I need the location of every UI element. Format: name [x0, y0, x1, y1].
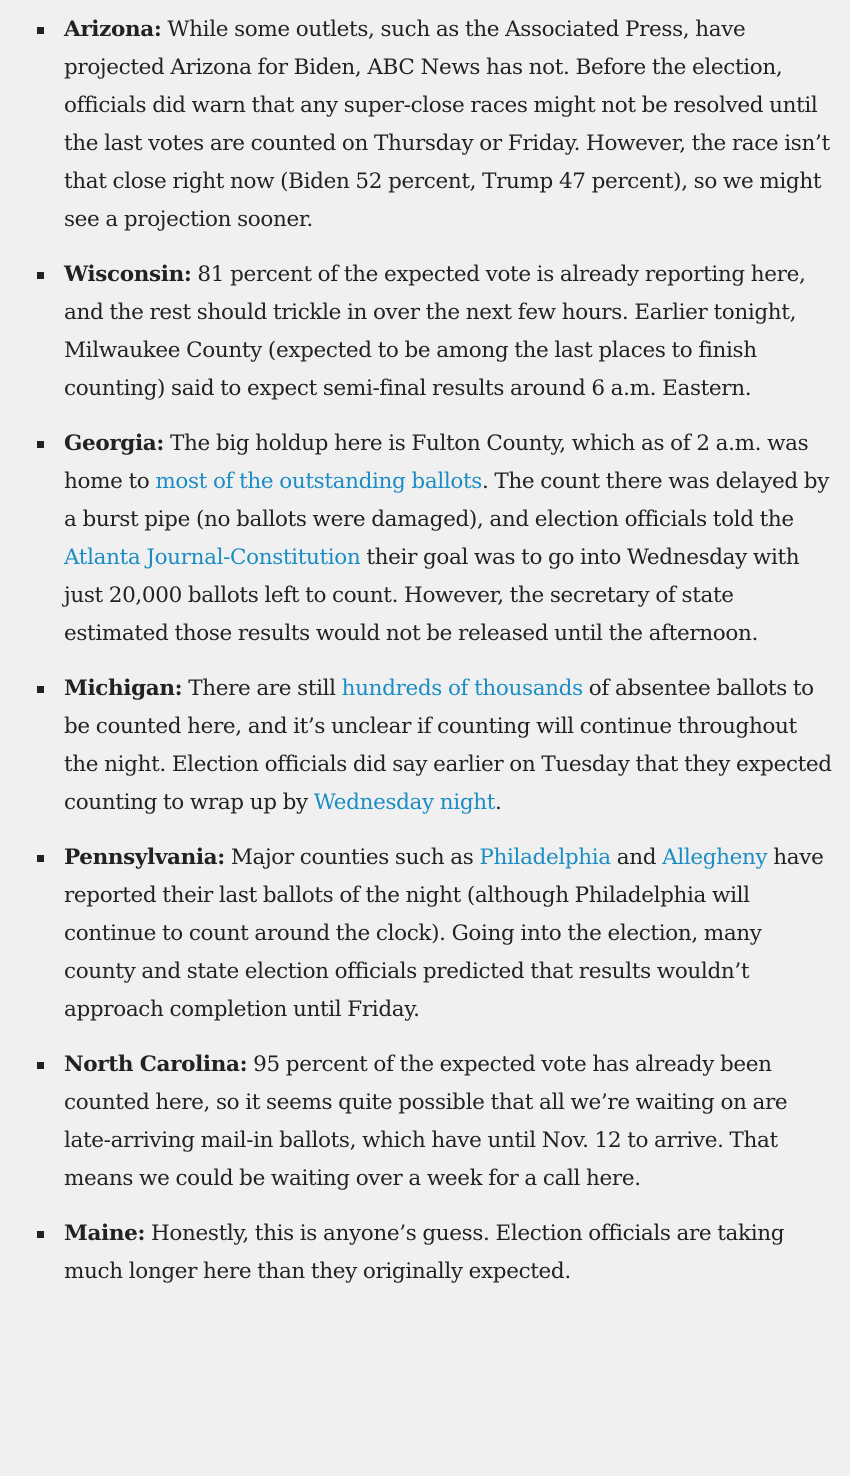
state-name-wisconsin: Wisconsin:	[64, 262, 192, 287]
link-wednesday-night[interactable]: Wednesday night	[313, 790, 496, 815]
item-text: have reported their last ballots of the night (although Philadelphia will continue to count around the clock). Going into the election, many county and state election officials predicted that results wouldn’t approach completion until Friday.	[64, 845, 824, 1022]
state-status-list	[64, 11, 836, 1291]
state-name-north-carolina: North Carolina:	[64, 1052, 248, 1077]
list-item-maine	[64, 1215, 836, 1291]
bullet-icon	[37, 686, 44, 693]
list-item-wisconsin	[64, 256, 836, 408]
item-text: The big holdup here is Fulton County, which as of 2 a.m. was home to	[64, 431, 809, 494]
bullet-icon	[37, 855, 44, 862]
item-text: 95 percent of the expected vote has already been counted here, so it seems quite possible that all we’re waiting on are late-arriving mail-in ballots, which have until Nov. 12 to arrive. That means we could be waiting over a week for a call here.	[64, 1052, 788, 1191]
item-text: .	[495, 790, 502, 815]
state-name-arizona: Arizona:	[64, 17, 162, 42]
item-text: of absentee ballots to be counted here, and it’s unclear if counting will continue throughout the night. Election officials did say earlier on Tuesday that they expected counting to wrap up by	[64, 676, 832, 815]
bullet-icon	[37, 27, 44, 34]
bullet-icon	[37, 1062, 44, 1069]
list-item-north-carolina	[64, 1046, 836, 1198]
list-item-arizona	[64, 11, 836, 239]
link-philadelphia[interactable]: Philadelphia	[479, 845, 611, 870]
list-item-michigan	[64, 670, 836, 822]
state-name-georgia: Georgia:	[64, 431, 164, 456]
link-atlanta-journal-constitution[interactable]: Atlanta Journal-Constitution	[64, 545, 361, 570]
state-name-pennsylvania: Pennsylvania:	[64, 845, 225, 870]
item-text: Honestly, this is anyone’s guess. Election officials are taking much longer here than they originally expected.	[64, 1221, 785, 1284]
item-text: There are still	[182, 676, 342, 701]
item-text: . The count there was delayed by a burst pipe (no ballots were damaged), and election officials told the	[64, 469, 829, 532]
item-text: 81 percent of the expected vote is already reporting here, and the rest should trickle in over the next few hours. Earlier tonight, Milwaukee County (expected to be among the last places to finish counting) said to expect semi-final results around 6 a.m. Eastern.	[64, 262, 806, 401]
item-text: their goal was to go into Wednesday with just 20,000 ballots left to count. However, the secretary of state estimated those results would not be released until the afternoon.	[64, 545, 800, 646]
bullet-icon	[37, 441, 44, 448]
bullet-icon	[37, 1231, 44, 1238]
state-name-michigan: Michigan:	[64, 676, 183, 701]
link-allegheny[interactable]: Allegheny	[662, 845, 768, 870]
item-text: While some outlets, such as the Associated Press, have projected Arizona for Biden, ABC News has not. Before the election, officials did warn that any super-close races might not be resolved until the last votes are counted on Thursday or Friday. However, the race isn’t that close right now (Biden 52 percent, Trump 47 percent), so we might see a projection sooner.	[64, 17, 830, 232]
link-outstanding-ballots[interactable]: most of the outstanding ballots	[155, 469, 482, 494]
bullet-icon	[37, 272, 44, 279]
item-text: and	[610, 845, 663, 870]
list-item-georgia	[64, 425, 836, 653]
list-item-pennsylvania	[64, 839, 836, 1029]
state-name-maine: Maine:	[64, 1221, 146, 1246]
link-hundreds-of-thousands[interactable]: hundreds of thousands	[341, 676, 583, 701]
item-text: Major counties such as	[224, 845, 480, 870]
